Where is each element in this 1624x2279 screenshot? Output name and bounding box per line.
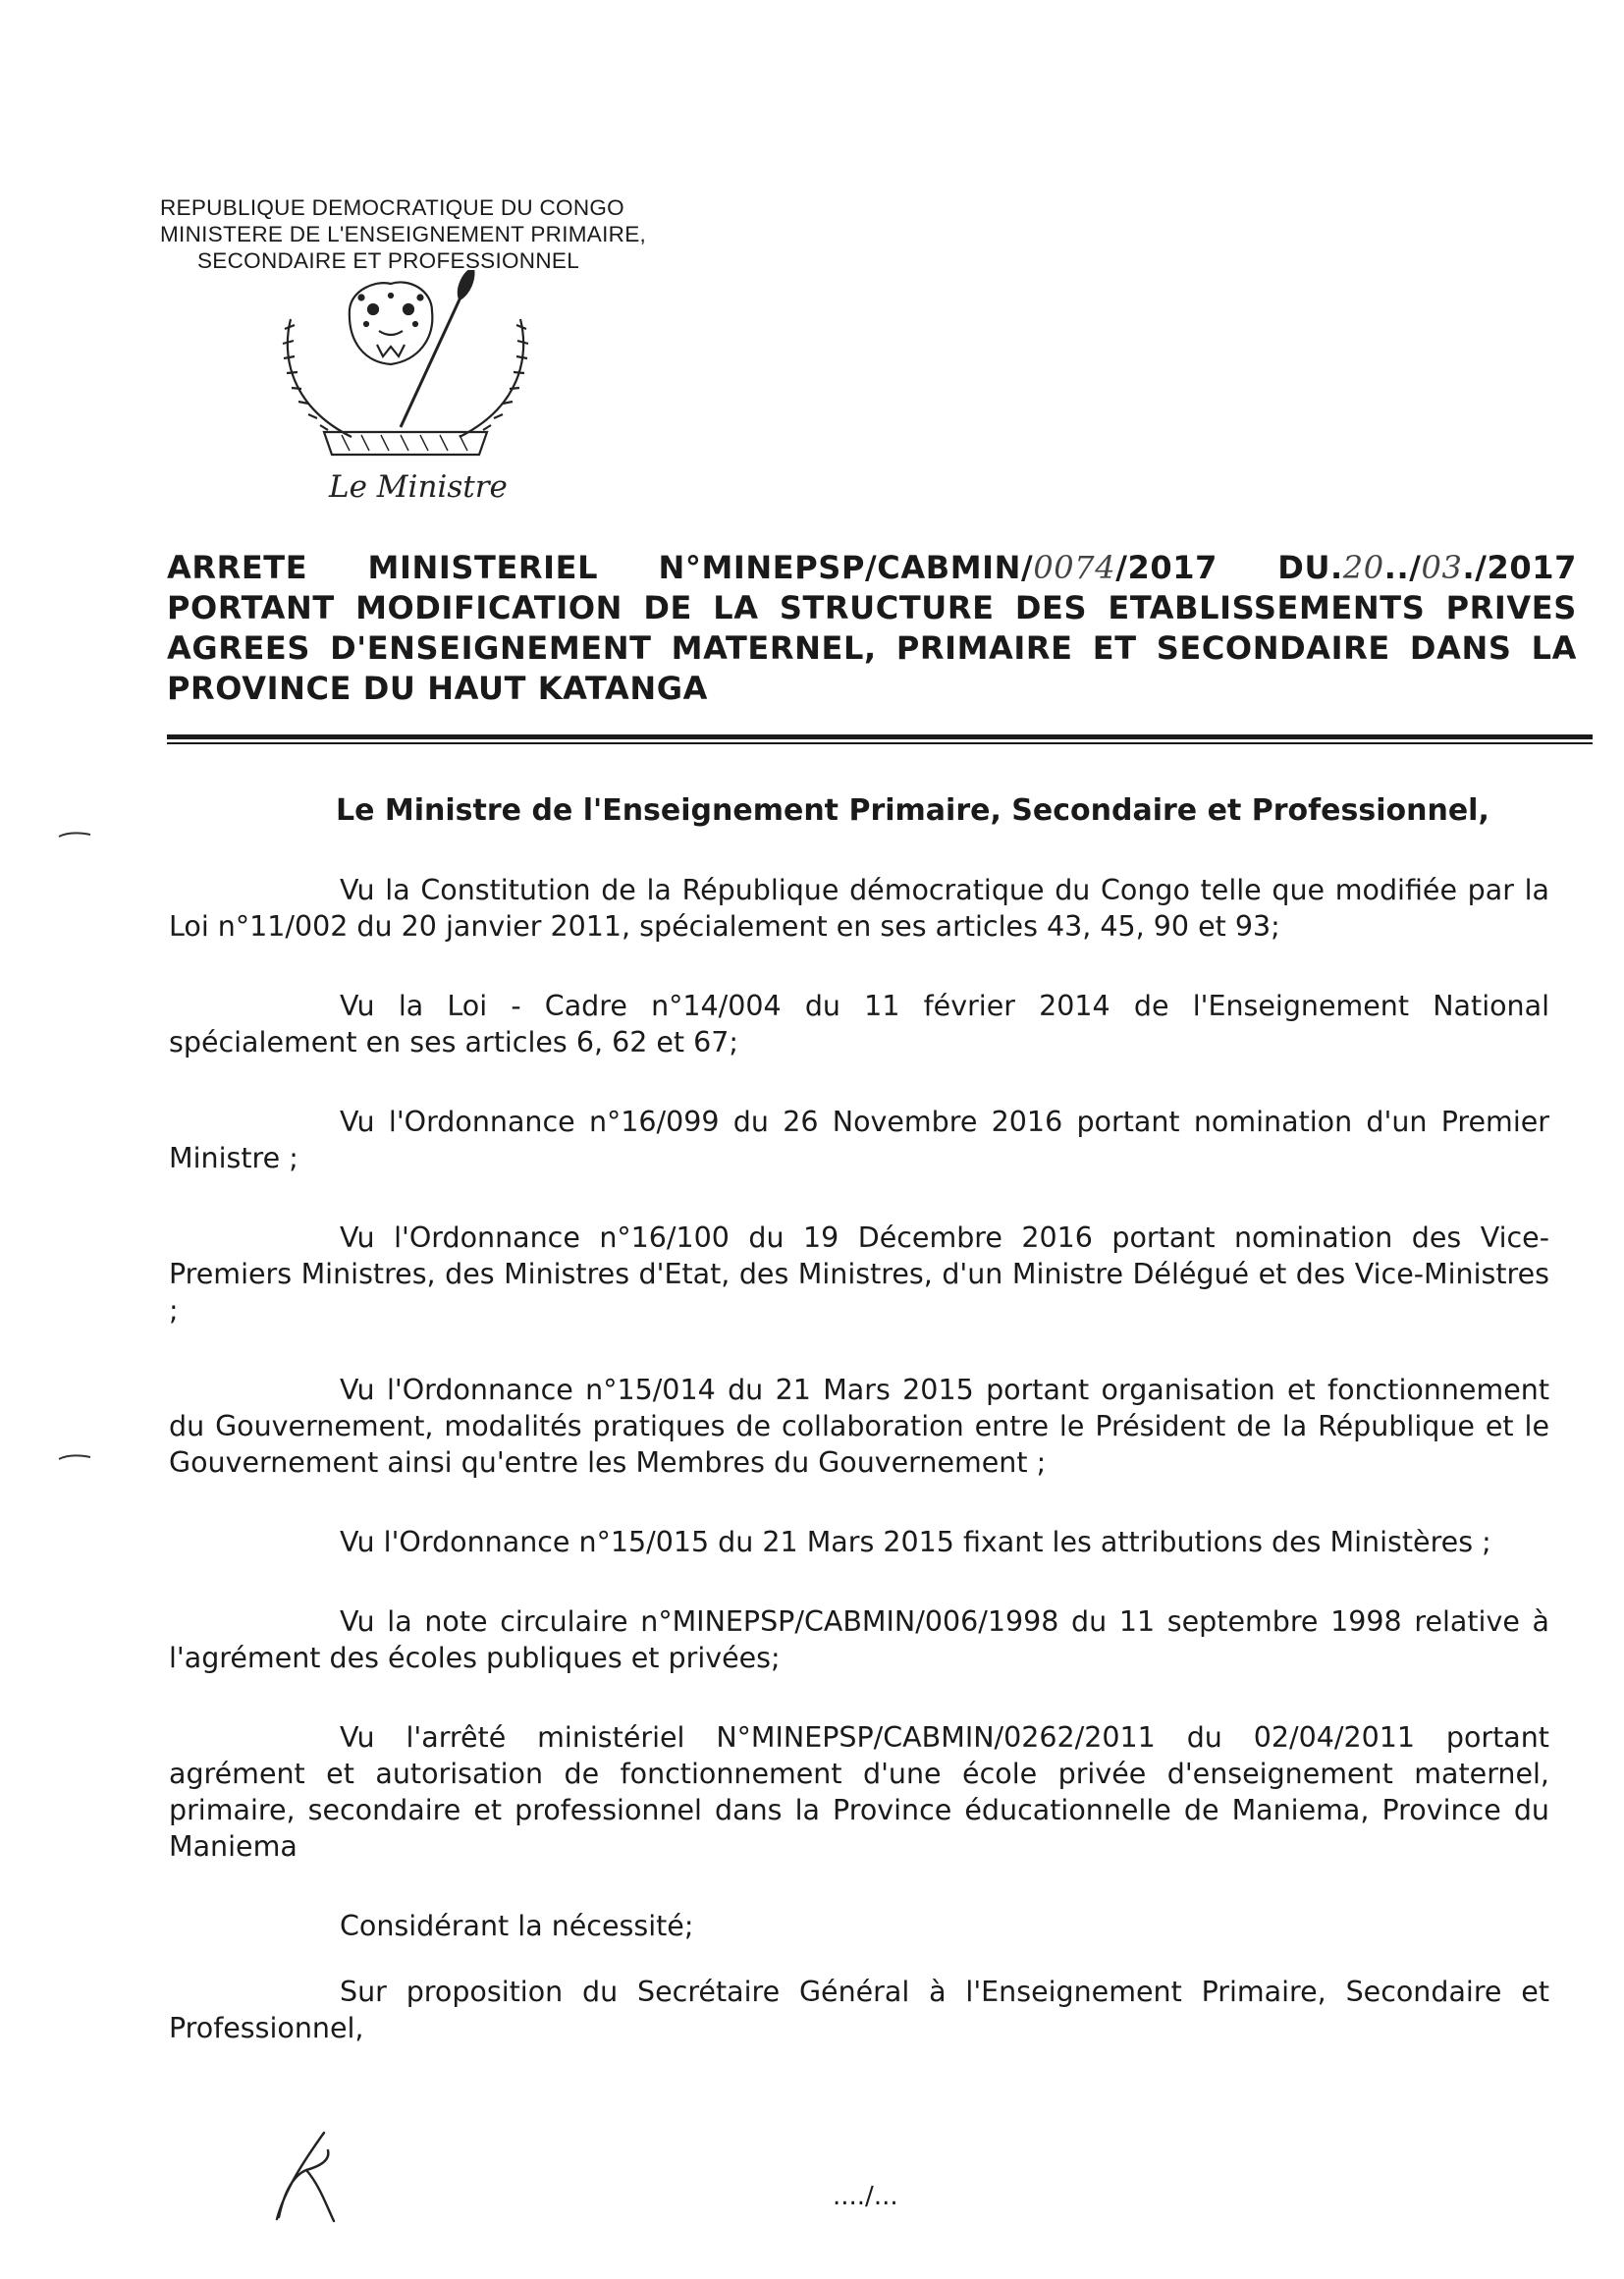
title-underline-thick	[167, 734, 1593, 739]
title-word: AGREES	[167, 629, 311, 667]
title-word: DANS	[1409, 629, 1512, 667]
title-line-1	[167, 548, 1577, 588]
title-line-2	[167, 588, 1577, 628]
title-word: ETABLISSEMENTS	[1108, 589, 1426, 626]
recital-paragraph: Vu la note circulaire n°MINEPSP/CABMIN/006/1998 du 11 septembre 1998 relative à l'agrément des écoles publiques et privées;	[169, 1605, 1549, 1674]
handwritten-initials	[265, 2131, 363, 2224]
title-word: ET	[1092, 629, 1137, 667]
title-word: MODIFICATION	[355, 589, 623, 626]
handwritten-month: 03	[1421, 549, 1463, 586]
title-word: DE	[643, 589, 692, 626]
title-word: DES	[1014, 589, 1088, 626]
title-word: LA	[1531, 629, 1577, 667]
title-word: SECONDAIRE	[1156, 629, 1390, 667]
recital-paragraph: Vu l'Ordonnance n°16/100 du 19 Décembre 2016 portant nomination des Vice-Premiers Ministres, des Ministres d'Etat, des Ministres, d'un Ministre Délégué et des Vice-Ministres ;	[169, 1221, 1549, 1327]
recital-paragraph: Vu l'arrêté ministériel N°MINEPSP/CABMIN/0262/2011 du 02/04/2011 portant agrément et autorisation de fonctionnement d'une école privée d'enseignement maternel, primaire, secondaire et professionnel dans la Province éducationnelle de Maniema, Province du Maniema	[169, 1721, 1549, 1863]
title-word: D'ENSEIGNEMENT	[330, 629, 652, 667]
title-word: MINISTERIEL	[367, 549, 599, 586]
decree-body	[169, 872, 1549, 2089]
letterhead-ministry: MINISTERE DE L'ENSEIGNEMENT PRIMAIRE,	[160, 222, 647, 246]
title-line-4: PROVINCE DU HAUT KATANGA	[167, 670, 708, 707]
recital-paragraph: Vu la Constitution de la République démocratique du Congo telle que modifiée par la Loi n°11/002 du 20 janvier 2011, spécialement en ses articles 43, 45, 90 et 93;	[169, 874, 1549, 943]
recital-paragraph: Vu la Loi - Cadre n°14/004 du 11 février 2014 de l'Enseignement National spécialement en ses articles 6, 62 et 67;	[169, 990, 1549, 1058]
handwritten-day: 20	[1342, 549, 1384, 586]
minister-signature-label: Le Ministre	[329, 469, 508, 505]
margin-punch-mark	[57, 1453, 92, 1461]
recital-paragraph: Sur proposition du Secrétaire Général à l'Enseignement Primaire, Secondaire et Professionnel,	[169, 1976, 1549, 2044]
title-word: PRIMAIRE	[895, 629, 1073, 667]
title-underline-thin	[167, 742, 1593, 744]
title-word: PRIVES	[1445, 589, 1577, 626]
handwritten-number: 0074	[1033, 549, 1116, 586]
recital-paragraph: Considérant la nécessité;	[340, 1910, 694, 1942]
coat-of-arms-emblem	[263, 270, 548, 466]
recital-paragraph: Vu l'Ordonnance n°16/099 du 26 Novembre 2016 portant nomination d'un Premier Ministre ;	[169, 1106, 1549, 1174]
title-word: PORTANT	[167, 589, 335, 626]
title-word: ARRETE	[167, 549, 308, 586]
preamble-heading: Le Ministre de l'Enseignement Primaire, Secondaire et Professionnel,	[336, 793, 1489, 828]
letterhead-republic: REPUBLIQUE DEMOCRATIQUE DU CONGO	[160, 195, 624, 220]
recital-paragraph: Vu l'Ordonnance n°15/015 du 21 Mars 2015 fixant les attributions des Ministères ;	[340, 1526, 1491, 1558]
decree-title	[167, 548, 1577, 709]
margin-punch-mark	[57, 831, 92, 839]
decree-number: N°MINEPSP/CABMIN/0074/2017	[658, 549, 1218, 586]
title-word: STRUCTURE	[779, 589, 995, 626]
page-continuation-mark: ..../...	[833, 2182, 898, 2211]
letterhead	[160, 194, 749, 274]
title-word: LA	[713, 589, 759, 626]
title-word: MATERNEL,	[671, 629, 877, 667]
letterhead-ministry-cont: SECONDAIRE ET PROFESSIONNEL	[197, 248, 580, 273]
decree-date: DU.20../03./2017	[1277, 549, 1577, 586]
recital-paragraph: Vu l'Ordonnance n°15/014 du 21 Mars 2015 portant organisation et fonctionnement du Gouvernement, modalités pratiques de collaboration entre le Président de la République et le Gouvernement ainsi qu'entre les Membres du Gouvernement ;	[169, 1374, 1549, 1479]
title-line-3	[167, 628, 1577, 669]
